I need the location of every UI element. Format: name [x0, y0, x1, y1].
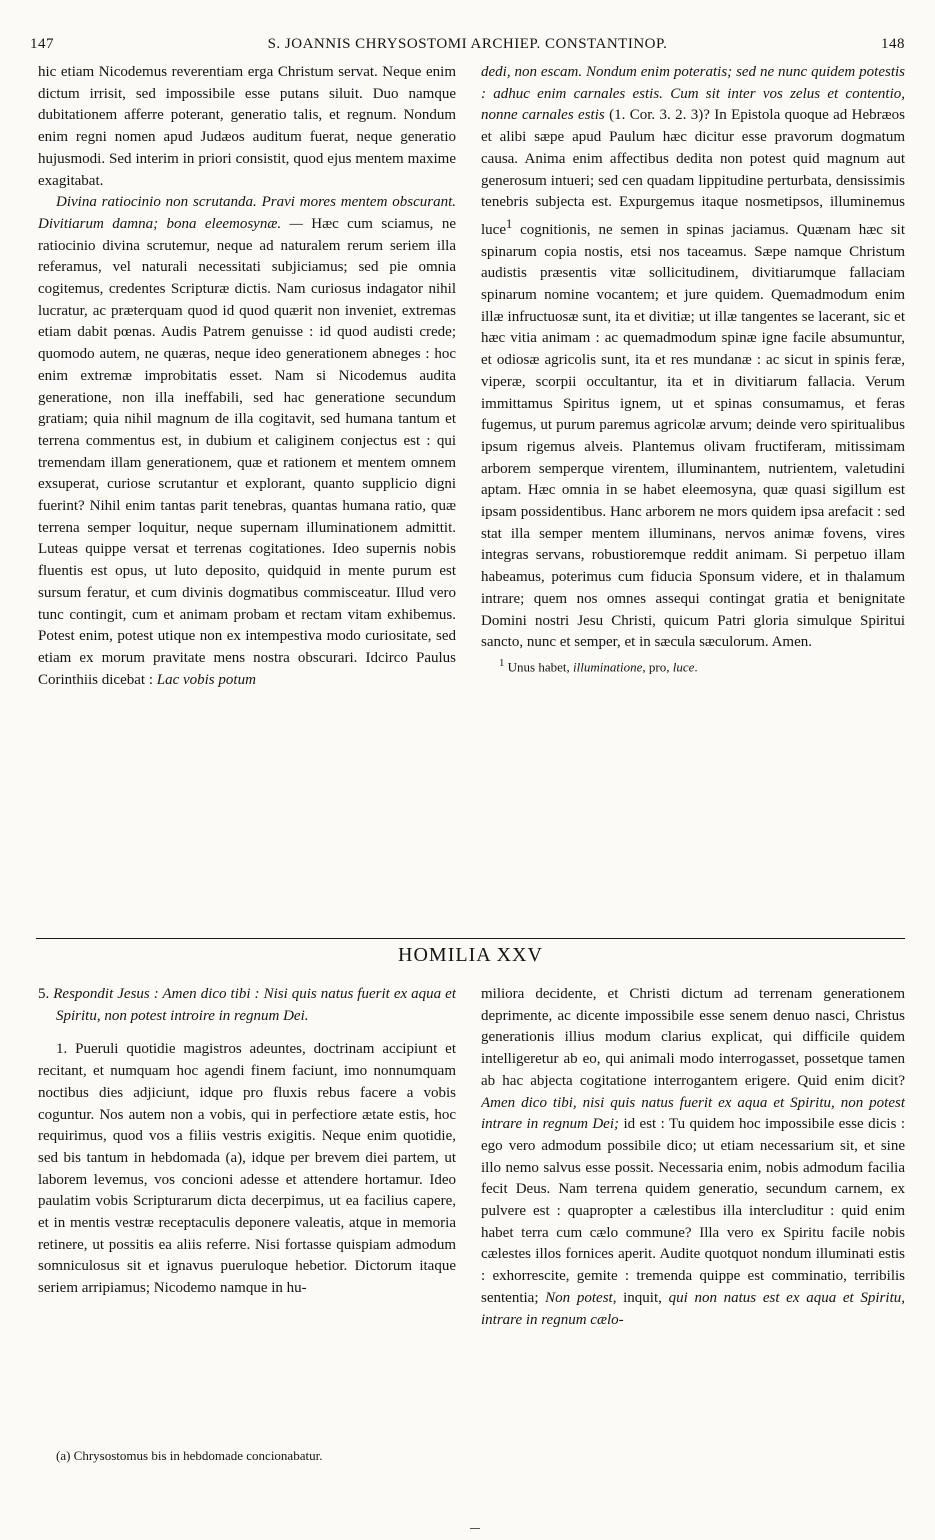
paragraph-text: , inquit, — [612, 1289, 669, 1306]
footnote-text: Unus habet, — [504, 659, 574, 675]
section-heading: Divina ratiocinio non scrutanda. Pravi mores mentem obscurant. Divitiarum damna; bona eleemosynæ. — — [38, 194, 456, 232]
footnote: (a) Chrysostomus bis in hebdomade concionabatur. — [56, 1448, 323, 1463]
footnote-number: 1 — [499, 656, 505, 669]
paragraph: 1. Pueruli quotidie magistros adeuntes, doctrinam accipiunt et recitant, et numquam hoc agendi finem faciunt, imo nonnumquam noctibus dies adjiciunt, idque pro fluxis rebus facere a vobis coguntur. Nos autem non a vobis, qui in perfectiore ætate estis, hoc requirimus, quod vos a filiis vestris exigitis. Neque enim quotidie, sed bis tantum in hebdomada (a), idque per brevem diei partem, ut laborem levemus, vos concioni adesse et attendere hortamur. Ideo paulatim vobis Scripturarum dicta decerpimus, ut ea facilius capere, et in mentis vestræ receptaculis deponere valeatis, atque in memoria retinere, ut possitis ea aliis referre. Nisi fortasse quispiam admodum somniculosus sit et ignavus pueruloque hebetior. Dictorum itaque seriem arripiamus; Nicodemo namque in hu- — [38, 1041, 456, 1297]
paragraph-text: Hæc cum sciamus, ne ratiocinio divina scrutemur, neque ad naturalem rerum seriem illa referamus, vel naturali necessitati subjiciamus; sed pie omnia cogitemus, credentes Scripturæ dictis. Nam curiosus indagator nihil lucratur, ac præterquam quod id quod quærit non inveniet, extremas etiam dabit pœnas. Audis Patrem genuisse : id quod audisti crede; quomodo autem, ne quæras, neque ideo generationem abneges : hoc enim extremæ improbitatis esset. Nam si Nicodemus audita generatione, non illa ineffabili, sed hac generatione secundum gratiam; quia nihil magnum de illa cogitavit, sed humana tantum et terrena commentus est, in dubium et caliginem conjectus est : qui tremendam illam generationem, quæ et rationem et mentem omnem exsuperat, curiose scrutantur et explorant, quanto supplicio digni fuerint? Nihil enim tantas parit tenebras, quantas humana ratio, quæ terrena semper loquitur, neque supernam illuminationem admittit. Luteas quippe versat et terrenas cogitationes. Ideo supernis nobis fluentis est opus, ut luto deposito, quidquid in mente purum est sursum feratur, et cum divinis dogmatibus commisceatur. Illud vero tunc contingit, cum et animam probam et rectam vitam exhibemus. Potest enim, potest utique non ex intempestiva modo curiositate, sed etiam ex morum pravitate mens nostra obscurari. Idcirco Paulus Corinthiis dicebat : — [38, 215, 456, 688]
footnote-italic: illuminatione — [573, 659, 643, 675]
column-top-right — [481, 62, 905, 932]
homily-title: HOMILIA XXV — [398, 944, 543, 966]
footnote — [481, 654, 905, 676]
scripture-quote: Amen dico tibi, nisi quis natus fuerit ex aqua et Spiritu, non potest intrare in regnum Dei; — [481, 1094, 905, 1133]
column-top-left — [38, 62, 456, 920]
footnote-marker: 1 — [505, 216, 513, 231]
verse-number: 5. — [38, 986, 50, 1002]
lemma-text: Respondit Jesus : Amen dico tibi : Nisi quis natus fuerit ex aqua et Spiritu, non potest introire in regnum Dei. — [49, 986, 456, 1024]
running-title: S. JOANNIS CHRYSOSTOMI ARCHIEP. CONSTANTINOP. — [267, 36, 668, 52]
footnote-text: , pro, — [642, 659, 673, 675]
paragraph-text: miliora decidente, et Christi dictum ad terrenam generationem deprimente, ac dicente impossibile esse senem denuo nasci, Christus generationis illius modum clarius explicat, qui difficile quidem intelligeretur ab eo, qui animali modo interrogasset, possetque tamen ab hac abjecta cogitatione interrogantem erigere. Quid enim dicit? — [481, 986, 905, 1089]
footnote-text: . — [694, 659, 698, 675]
paragraph-text: cognitionis, ne semen in spinas jaciamus. Quænam hæc sit spinarum copia nostis, etsi nos taceamus. Sæpe namque Christum audistis præsentis vitæ sollicitudinem, divitiarumque fallaciam spinarum nomine vocantem; et jure quidem. Quemadmodum enim illæ infructuosæ sunt, ita et divitiæ; ut illæ tangentes se lacerant, sic et hæc vitia animam : ac quemadmodum spinæ igne facile absumuntur, et odiosæ agricolis sunt, ita et res mundanæ : ac sicut in spinis feræ, viperæ, scorpii occultantur, ita et in divitiarum fallacia. Verum immittamus Spiritus ignem, ut et spinas consumamus, et feras fugemus, ut purum paremus agricolæ arvum; deinde vero spiritualibus ipsum rigemus alveis. Plantemus olivam fructiferam, mitissimam arborem semperque virentem, illuminantem, nutrientem, valetudini aptam. Hæc omnia in se habet eleemosyna, quæ quasi sigillum est ipsam possidentibus. Hanc arborem ne mors quidem ipsa arefacit : sed stat illa semper mentem illuminans, nervos animæ fovens, vires integras servans, robustioremque reddit animam. Si perpetuo illam habeamus, poterimus cum fiducia Sponsum videre, et in thalamum intrare; quem nos omnes assequi contingat gratia et benignitate Domini nostri Jesu Christi, quicum Patri gloria simulque Spiritui sancto, nunc et semper, et in sæcula sæculorum. Amen. — [481, 221, 905, 651]
paragraph: hic etiam Nicodemus reverentiam erga Christum servat. Neque enim dictum irrisit, sed impossibile esse putans siluit. Duo namque dubitationem afferre poterant, generatio talis, et regnum. Nondum enim regni nomen apud Judæos auditum fuerat, neque generatio hujusmodi. Sed interim in priori consistit, quod ejus mentem maxime exagitabat. — [38, 64, 456, 189]
paragraph — [481, 62, 905, 654]
page-number-left: 147 — [30, 36, 54, 52]
section-divider — [36, 938, 905, 939]
paragraph-text: id est : Tu quidem hoc impossibile esse dicis : ego vero admodum possibile dico; ut etiam necessarium sit, et sine illo nemo salvus esse possit. Necessaria enim, nobis admodum facilia fecit Deus. Nam terrena quidem generatio, secundum carnem, ex pulvere est : quapropter a cælestibus illa intercluditur : quid enim habet terra cum cælo commune? Illa vero ex Spiritu facile nobis cælestes illos fornices aperit. Audite quotquot nondum illuminati estis : exhorrescite, gemite : tremenda quippe est comminatio, terribilis sententia; — [481, 1116, 905, 1306]
lemma — [38, 984, 456, 1027]
column-bottom-left — [38, 984, 456, 1484]
paragraph — [38, 192, 456, 691]
paragraph — [481, 984, 905, 1331]
signature-mark — [470, 1522, 480, 1529]
scripture-quote: Lac vobis potum — [156, 671, 256, 688]
scripture-quote: qui non natus est ex aqua et Spiritu, intrare in regnum cælo- — [481, 1289, 905, 1328]
column-bottom-right — [481, 984, 905, 1499]
running-header — [30, 30, 905, 60]
scripture-quote: dedi, non escam. Nondum enim poteratis; sed ne nunc quidem potestis : adhuc enim carnales estis. Cum sit inter vos zelus et contentio, nonne carnales estis — [481, 64, 905, 124]
footnote-italic: luce — [672, 659, 695, 675]
scripture-quote: Non potest — [545, 1289, 613, 1306]
page-number-right: 148 — [881, 36, 905, 52]
paragraph-text: (1. Cor. 3. 2. 3)? In Epistola quoque ad Hebræos et alibi sæpe apud Paulum hæc dicitur esse pravorum dogmatum causa. Anima enim affectibus dedita non potest quid magnum aut generosum intueri; sed cen quadam lippitudine perturbata, densissimis tenebris subjecta est. Expurgemus itaque nosmetipsos, illuminemus luce — [481, 107, 905, 238]
